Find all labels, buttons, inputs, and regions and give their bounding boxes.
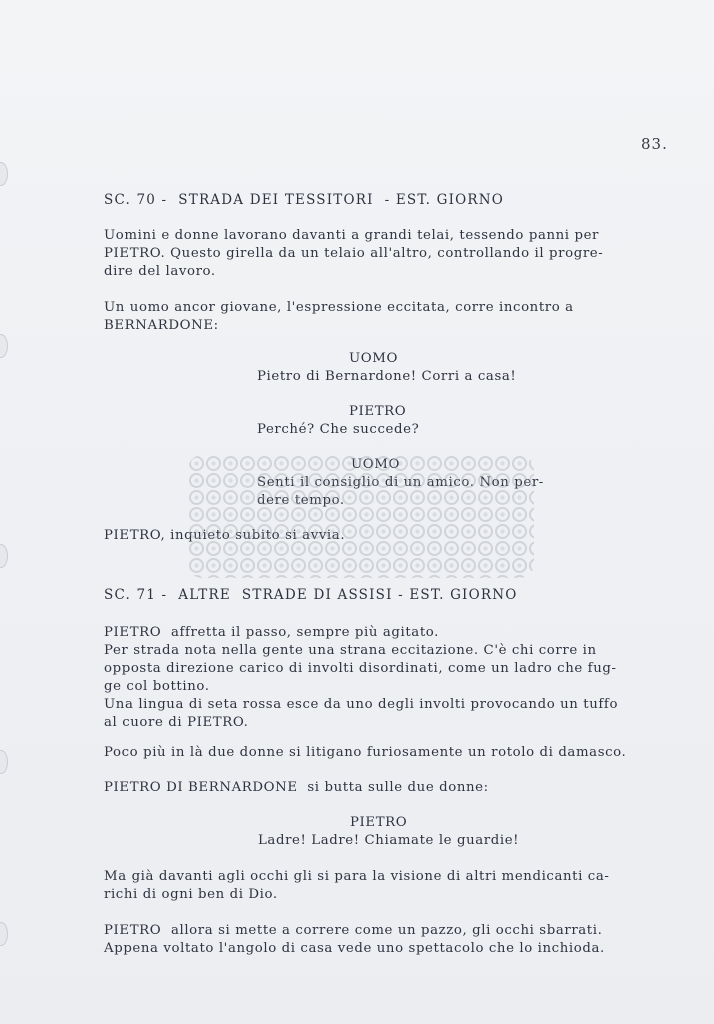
scene-71-action-line: Appena voltato l'angolo di casa vede uno spettacolo che lo inchioda.	[104, 941, 605, 956]
dialogue-line: Senti il consiglio di un amico. Non per-	[257, 475, 544, 490]
scene-71-action-line: PIETRO affretta il passo, sempre più agitato.	[104, 625, 439, 640]
scene-71-action-line: PIETRO allora si mette a correre come un pazzo, gli occhi sbarrati.	[104, 923, 603, 938]
scene-70-action-line: BERNARDONE:	[104, 318, 219, 333]
dialogue-line: Ladre! Ladre! Chiamate le guardie!	[258, 833, 520, 848]
dialogue-speaker: PIETRO	[350, 815, 408, 830]
dialogue-speaker: UOMO	[351, 457, 401, 472]
dialogue-speaker: UOMO	[349, 351, 399, 366]
binder-hole	[0, 922, 8, 946]
binder-hole	[0, 544, 8, 568]
dialogue-line: Perché? Che succede?	[257, 422, 420, 437]
scene-70-heading: SC. 70 - STRADA DEI TESSITORI - EST. GIORNO	[104, 192, 505, 208]
scene-70-action-line: dire del lavoro.	[104, 264, 216, 279]
scene-71-action-line: ge col bottino.	[104, 679, 210, 694]
binder-hole	[0, 162, 8, 186]
dialogue-line: dere tempo.	[257, 493, 345, 508]
scene-71-action-line: al cuore di PIETRO.	[104, 715, 249, 730]
scene-71-action-line: PIETRO DI BERNARDONE si butta sulle due donne:	[104, 780, 489, 795]
scene-70-action-line: Uomini e donne lavorano davanti a grandi telai, tessendo panni per	[104, 228, 600, 243]
scene-71-heading: SC. 71 - ALTRE STRADE DI ASSISI - EST. GIORNO	[104, 587, 518, 603]
dialogue-line: Pietro di Bernardone! Corri a casa!	[257, 369, 517, 384]
scene-71-action-line: Una lingua di seta rossa esce da uno degli involti provocando un tuffo	[104, 697, 619, 712]
scene-71-action-line: Per strada nota nella gente una strana eccitazione. C'è chi corre in	[104, 643, 597, 658]
dialogue-speaker: PIETRO	[349, 404, 407, 419]
scene-71-action-line: opposta direzione carico di involti disordinati, come un ladro che fug-	[104, 661, 617, 676]
scene-71-action-line: richi di ogni ben di Dio.	[104, 887, 278, 902]
scene-70-action-line: PIETRO. Questo girella da un telaio all'altro, controllando il progre-	[104, 246, 604, 261]
scene-70-action-line: PIETRO, inquieto subito si avvia.	[104, 528, 346, 543]
scene-70-action-line: Un uomo ancor giovane, l'espressione eccitata, corre incontro a	[104, 300, 574, 315]
scene-71-action-line: Poco più in là due donne si litigano furiosamente un rotolo di damasco.	[104, 745, 627, 760]
scene-71-action-line: Ma già davanti agli occhi gli si para la visione di altri mendicanti ca-	[104, 869, 610, 884]
binder-hole	[0, 750, 8, 774]
page-number: 83.	[641, 135, 668, 153]
binder-hole	[0, 334, 8, 358]
